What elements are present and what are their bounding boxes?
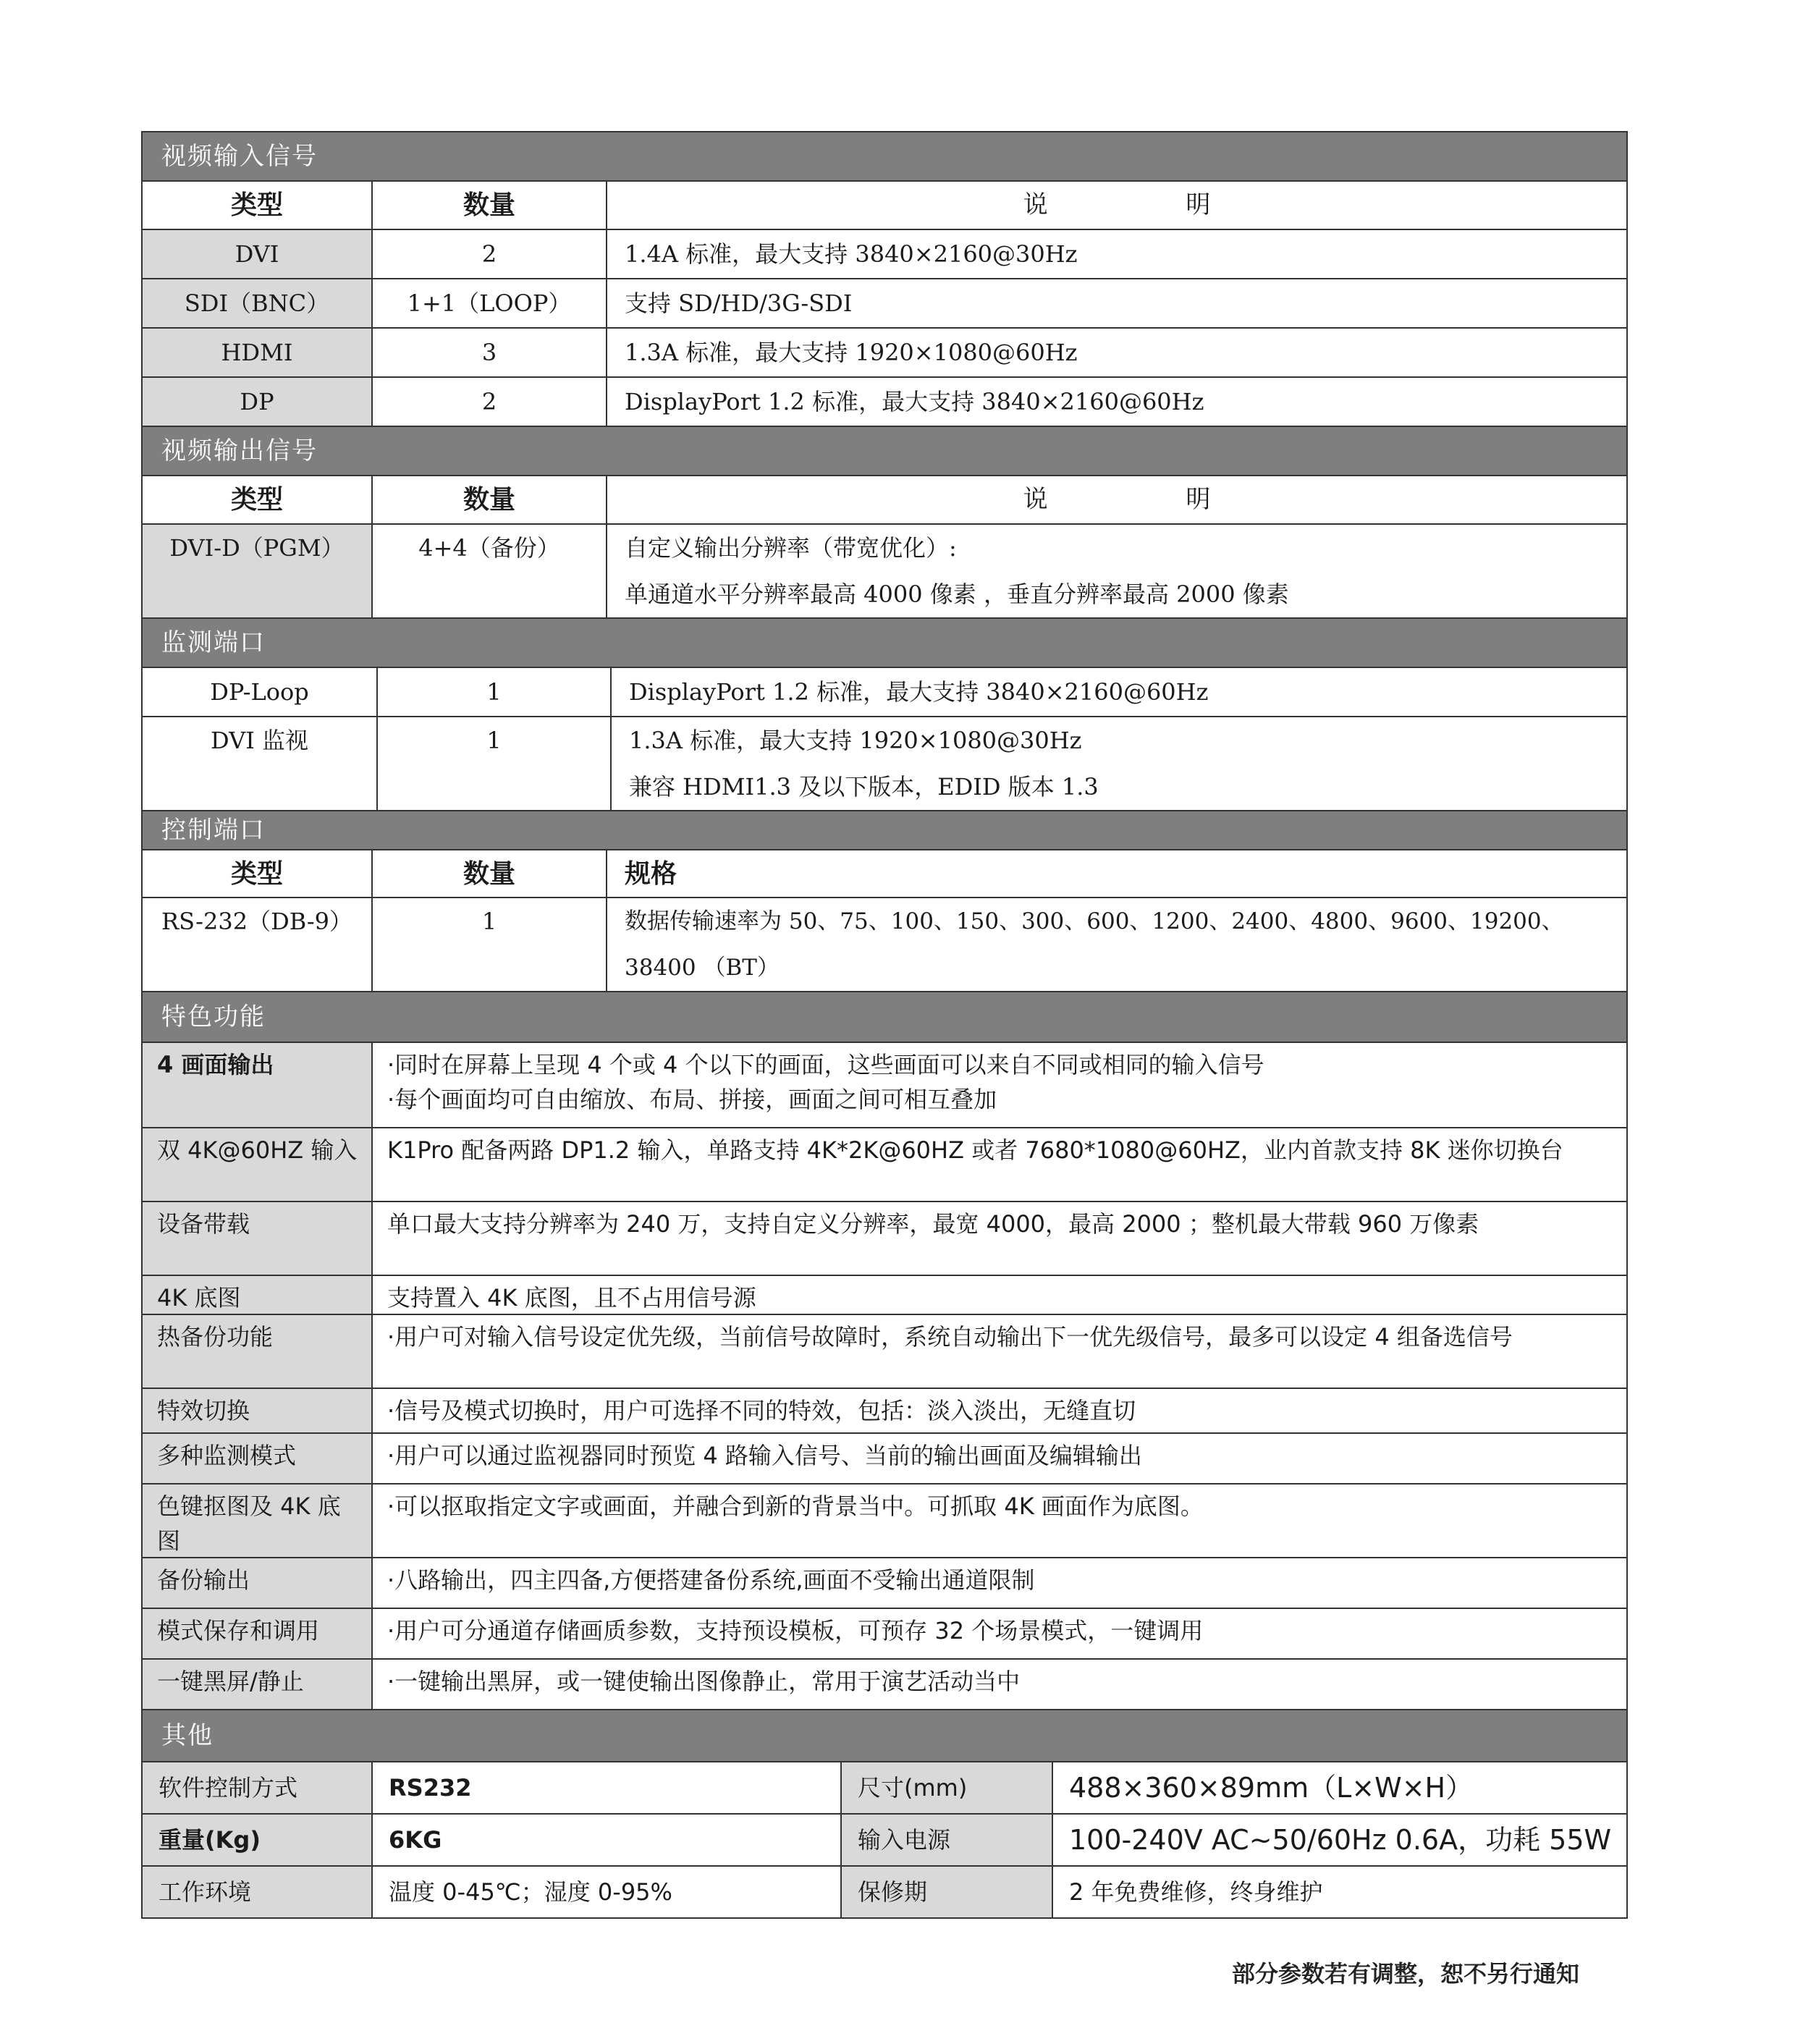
column-header-desc: 说 明 <box>606 182 1626 229</box>
feature-row <box>143 1608 1626 1658</box>
feature-row <box>143 1388 1626 1432</box>
column-header-type: 类型 <box>230 190 283 220</box>
feature-row <box>143 1557 1626 1608</box>
section-header-control: 控制端口 <box>143 810 1626 849</box>
feature-desc: ·信号及模式切换时，用户可选择不同的特效，包括：淡入淡出，无缝直切 <box>371 1389 1626 1432</box>
table-row <box>143 278 1626 327</box>
spec-sheet <box>141 131 1628 1919</box>
feature-desc: ·一键输出黑屏，或一键使输出图像静止，常用于演艺活动当中 <box>371 1660 1626 1709</box>
feature-row <box>143 1314 1626 1388</box>
spec-row <box>143 1813 1626 1865</box>
feature-name: 备份输出 <box>143 1558 371 1608</box>
feature-desc: ·用户可对输入信号设定优先级，当前信号故障时，系统自动输出下一优先级信号，最多可以设定 4 组备选信号 <box>371 1315 1626 1388</box>
type-cell: SDI（BNC） <box>143 279 371 327</box>
desc-line: 38400 （BT） <box>625 955 780 981</box>
feature-desc: 支持置入 4K 底图，且不占用信号源 <box>371 1276 1626 1314</box>
feature-row <box>143 1658 1626 1709</box>
column-header-type: 类型 <box>230 859 283 889</box>
type-cell: DP-Loop <box>210 678 309 706</box>
feature-name: 一键黑屏/静止 <box>143 1660 371 1709</box>
qty-cell: 1 <box>376 668 610 716</box>
type-cell: DP <box>143 378 371 426</box>
feature-name: 色键抠图及 4K 底图 <box>143 1485 371 1557</box>
desc-cell: DisplayPort 1.2 标准，最大支持 3840×2160@60Hz <box>606 378 1626 426</box>
feature-name: 4 画面输出 <box>143 1043 371 1127</box>
feature-desc: ·八路输出，四主四备,方便搭建备份系统,画面不受输出通道限制 <box>371 1558 1626 1608</box>
feature-row <box>143 1483 1626 1557</box>
type-cell: DVI <box>143 230 371 278</box>
feature-desc: K1Pro 配备两路 DP1.2 输入，单路支持 4K*2K@60HZ 或者 7680*1080@60HZ，业内首款支持 8K 迷你切换台 <box>371 1128 1626 1201</box>
column-header-desc: 说 明 <box>606 476 1626 523</box>
feature-name: 双 4K@60HZ 输入 <box>143 1128 371 1201</box>
desc-cell <box>606 898 1626 991</box>
section-header-features: 特色功能 <box>143 991 1626 1042</box>
feature-row <box>143 1042 1626 1127</box>
qty-cell: 1+1（LOOP） <box>371 279 606 327</box>
feature-desc: ·用户可以通过监视器同时预览 4 路输入信号、当前的输出画面及编辑输出 <box>371 1434 1626 1483</box>
spec-row <box>143 1761 1626 1813</box>
desc-cell: 1.4A 标准，最大支持 3840×2160@30Hz <box>606 230 1626 278</box>
spec-key: 工作环境 <box>143 1867 371 1917</box>
desc-line: 数据传输速率为 50、75、100、150、300、600、1200、2400、4800、9600、19200、 <box>625 908 1564 934</box>
type-cell: RS-232（DB-9） <box>161 908 353 935</box>
desc-line: ·每个画面均可自由缩放、布局、拼接，画面之间可相互叠加 <box>387 1086 997 1113</box>
desc-line: 兼容 HDMI1.3 及以下版本，EDID 版本 1.3 <box>629 773 1099 801</box>
column-header-spec: 规格 <box>606 850 1626 898</box>
spec-row <box>143 1865 1626 1917</box>
feature-row <box>143 1275 1626 1314</box>
desc-cell: DisplayPort 1.2 标准，最大支持 3840×2160@60Hz <box>610 668 1626 716</box>
table-row <box>143 376 1626 426</box>
feature-name: 多种监测模式 <box>143 1434 371 1483</box>
type-cell: DVI 监视 <box>210 727 309 754</box>
desc-line: 单通道水平分辨率最高 4000 像素 ，垂直分辨率最高 2000 像素 <box>625 580 1289 608</box>
spec-key: 重量(Kg) <box>143 1815 371 1865</box>
column-header-qty: 数量 <box>371 850 606 898</box>
table-row <box>143 897 1626 991</box>
feature-desc: ·可以抠取指定文字或画面，并融合到新的背景当中。可抓取 4K 画面作为底图。 <box>371 1485 1626 1557</box>
spec-value: 2 年免费维修，终身维护 <box>1052 1867 1626 1917</box>
table-row <box>143 716 1626 810</box>
qty-cell: 1 <box>376 717 610 810</box>
feature-desc: ·用户可分通道存储画质参数，支持预设模板，可预存 32 个场景模式，一键调用 <box>371 1609 1626 1658</box>
spec-value: 温度 0-45℃；湿度 0-95% <box>371 1867 840 1917</box>
section-header-video-output: 视频输出信号 <box>143 426 1626 475</box>
desc-cell <box>610 717 1626 810</box>
spec-key: 输入电源 <box>840 1815 1052 1865</box>
table-row <box>143 523 1626 617</box>
qty-cell: 1 <box>371 898 606 991</box>
desc-line: 自定义输出分辨率（带宽优化）: <box>625 534 957 562</box>
column-header-type: 类型 <box>230 485 283 515</box>
spec-value: 488×360×89mm（L×W×H） <box>1052 1762 1626 1813</box>
spec-key: 尺寸(mm) <box>840 1762 1052 1813</box>
column-header-qty: 数量 <box>371 182 606 229</box>
feature-name: 特效切换 <box>143 1389 371 1432</box>
feature-name: 设备带载 <box>143 1202 371 1275</box>
spec-value: RS232 <box>371 1762 840 1813</box>
footnote: 部分参数若有调整，恕不另行通知 <box>1232 1960 1580 1988</box>
type-cell: HDMI <box>143 329 371 376</box>
table-header-row <box>143 475 1626 523</box>
type-cell: DVI-D（PGM） <box>143 525 371 617</box>
feature-row <box>143 1201 1626 1275</box>
qty-cell: 2 <box>371 378 606 426</box>
feature-row <box>143 1432 1626 1483</box>
spec-key: 保修期 <box>840 1867 1052 1917</box>
desc-cell: 1.3A 标准，最大支持 1920×1080@60Hz <box>606 329 1626 376</box>
feature-name: 模式保存和调用 <box>143 1609 371 1658</box>
feature-name: 热备份功能 <box>143 1315 371 1388</box>
feature-desc: 单口最大支持分辨率为 240 万，支持自定义分辨率，最宽 4000，最高 2000 ；整机最大带载 960 万像素 <box>371 1202 1626 1275</box>
column-header-qty: 数量 <box>371 476 606 523</box>
table-row <box>143 667 1626 716</box>
spec-value: 6KG <box>371 1815 840 1865</box>
table-row <box>143 327 1626 376</box>
feature-desc <box>371 1043 1626 1127</box>
section-header-other: 其他 <box>143 1709 1626 1761</box>
feature-row <box>143 1127 1626 1201</box>
table-row <box>143 229 1626 278</box>
desc-cell: 支持 SD/HD/3G-SDI <box>606 279 1626 327</box>
table-header-row <box>143 849 1626 897</box>
table-header-row <box>143 180 1626 229</box>
qty-cell: 3 <box>371 329 606 376</box>
spec-value: 100-240V AC~50/60Hz 0.6A，功耗 55W <box>1052 1815 1626 1865</box>
desc-line: 1.3A 标准，最大支持 1920×1080@30Hz <box>629 727 1082 754</box>
qty-cell: 2 <box>371 230 606 278</box>
qty-cell: 4+4（备份） <box>371 525 606 617</box>
section-header-video-input: 视频输入信号 <box>143 131 1626 180</box>
desc-line: ·同时在屏幕上呈现 4 个或 4 个以下的画面，这些画面可以来自不同或相同的输入信号 <box>387 1051 1264 1078</box>
feature-name: 4K 底图 <box>143 1276 371 1314</box>
spec-key: 软件控制方式 <box>143 1762 371 1813</box>
section-header-monitor: 监测端口 <box>143 617 1626 667</box>
desc-cell <box>606 525 1626 617</box>
